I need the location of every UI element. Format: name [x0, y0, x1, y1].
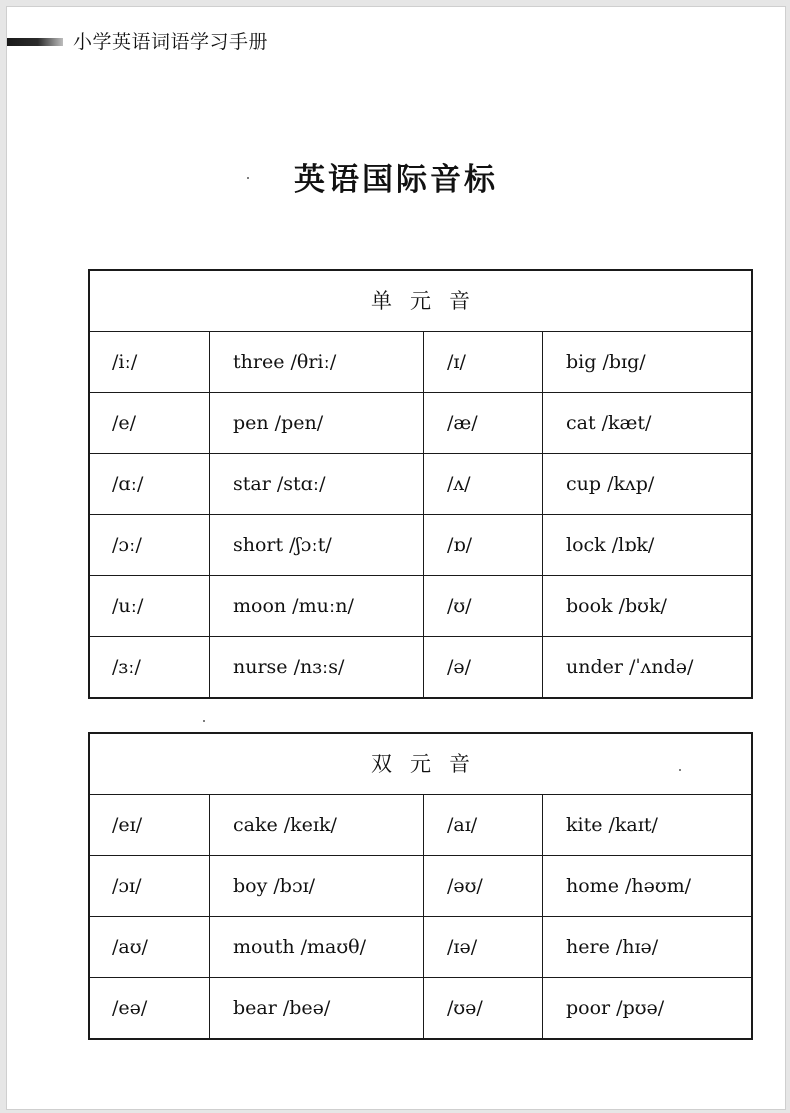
phonetic-example-cell: kite /kaɪt/	[542, 795, 751, 855]
phonetic-example-cell: book /bʊk/	[542, 576, 751, 636]
phonetic-example-cell: nurse /nɜːs/	[209, 637, 423, 697]
table-row	[90, 332, 751, 392]
phonetic-example-cell: moon /muːn/	[209, 576, 423, 636]
phonetic-example-cell: lock /lɒk/	[542, 515, 751, 575]
phonetic-example-cell: cat /kæt/	[542, 393, 751, 453]
phonetic-example-cell: big /bɪg/	[542, 332, 751, 392]
phonetic-symbol-cell: /eɪ/	[112, 814, 143, 836]
phonetic-example-cell: cake /keɪk/	[209, 795, 423, 855]
phonetic-example-cell: cup /kʌp/	[542, 454, 751, 514]
phonetic-symbol-cell: /ɒ/	[423, 515, 542, 575]
phonetic-example-cell: short /ʃɔːt/	[209, 515, 423, 575]
phonetic-symbol-cell: /iː/	[112, 351, 138, 373]
monophthong-table-heading: 单元音	[90, 271, 751, 332]
phonetic-symbol-cell: /ʊə/	[423, 978, 542, 1038]
phonetic-symbol-cell: /aɪ/	[423, 795, 542, 855]
print-speck	[203, 720, 205, 722]
phonetic-example-cell: poor /pʊə/	[542, 978, 751, 1038]
phonetic-symbol-cell: /ɑː/	[112, 473, 144, 495]
diphthong-table-heading: 双元音	[90, 734, 751, 795]
phonetic-symbol-cell: /əʊ/	[423, 856, 542, 916]
table-row	[90, 636, 751, 697]
phonetic-symbol-cell: /ɔɪ/	[112, 875, 142, 897]
diphthong-rows	[90, 795, 751, 1038]
phonetic-symbol-cell: /ɪə/	[423, 917, 542, 977]
phonetic-example-cell: star /stɑː/	[209, 454, 423, 514]
table-row	[90, 514, 751, 575]
phonetic-example-cell: three /θriː/	[209, 332, 423, 392]
phonetic-symbol-cell: /ə/	[423, 637, 542, 697]
running-header-title: 小学英语词语学习手册	[73, 31, 269, 53]
phonetic-example-cell: mouth /maʊθ/	[209, 917, 423, 977]
table-row	[90, 795, 751, 855]
phonetic-symbol-cell: /e/	[112, 412, 137, 434]
page	[6, 6, 786, 1110]
phonetic-symbol-cell: /ɪ/	[423, 332, 542, 392]
phonetic-example-cell: boy /bɔɪ/	[209, 856, 423, 916]
print-speck	[679, 769, 681, 771]
table-row	[90, 977, 751, 1038]
print-speck	[247, 177, 249, 179]
table-row	[90, 855, 751, 916]
table-row	[90, 575, 751, 636]
monophthong-rows	[90, 332, 751, 697]
monophthong-table	[88, 269, 753, 699]
phonetic-symbol-cell: /eə/	[112, 997, 148, 1019]
phonetic-example-cell: pen /pen/	[209, 393, 423, 453]
phonetic-example-cell: home /həʊm/	[542, 856, 751, 916]
phonetic-symbol-cell: /ʌ/	[423, 454, 542, 514]
phonetic-symbol-cell: /ʊ/	[423, 576, 542, 636]
table-row	[90, 392, 751, 453]
diphthong-table	[88, 732, 753, 1040]
table-row	[90, 916, 751, 977]
phonetic-symbol-cell: /æ/	[423, 393, 542, 453]
phonetic-example-cell: here /hɪə/	[542, 917, 751, 977]
phonetic-example-cell: under /ˈʌndə/	[542, 637, 751, 697]
phonetic-symbol-cell: /ɔː/	[112, 534, 142, 556]
page-title: 英语国际音标	[294, 162, 498, 198]
phonetic-symbol-cell: /aʊ/	[112, 936, 148, 958]
phonetic-symbol-cell: /ɜː/	[112, 656, 141, 678]
phonetic-example-cell: bear /beə/	[209, 978, 423, 1038]
phonetic-symbol-cell: /uː/	[112, 595, 144, 617]
table-row	[90, 453, 751, 514]
header-bar-decoration	[7, 38, 63, 46]
